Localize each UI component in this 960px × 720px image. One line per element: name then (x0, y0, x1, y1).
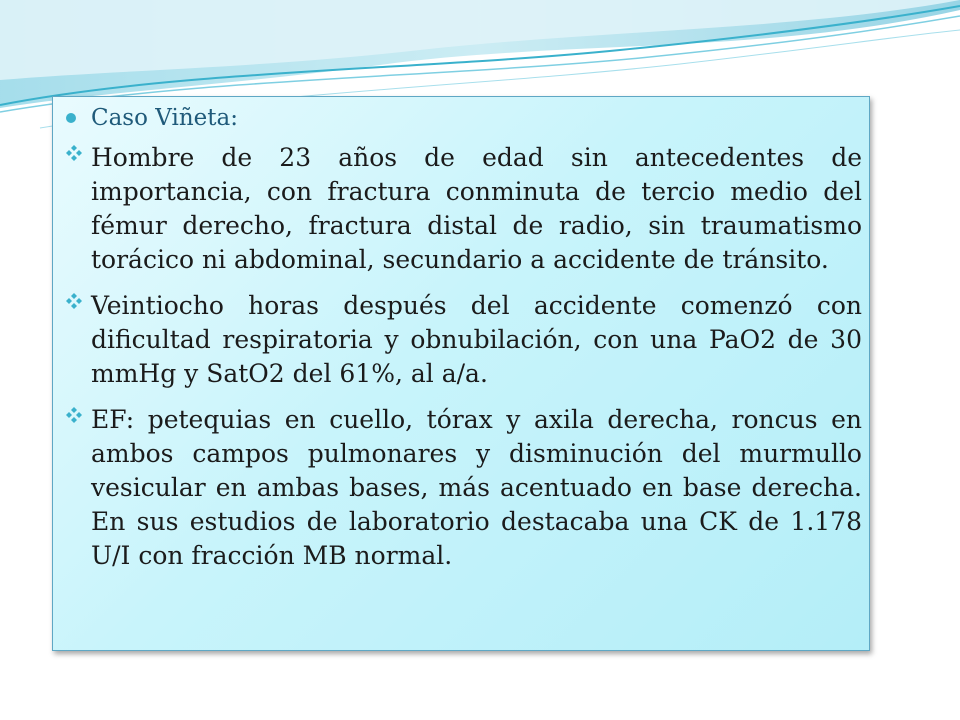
case-heading-item (66, 103, 862, 133)
circle-bullet-icon (66, 113, 76, 123)
paragraph-2 (66, 289, 862, 391)
paragraph-3-text: EF: petequias en cuello, tórax y axila derecha, roncus en ambos campos pulmonares y disminución del murmullo vesicular en ambas bases, más acentuado en base derecha. En sus estudios de laboratorio destacaba una CK de 1.178 U/I con fracción MB normal. (91, 405, 862, 570)
case-heading: Caso Viñeta: (91, 105, 238, 131)
slide-content (66, 103, 862, 585)
paragraph-1-text: Hombre de 23 años de edad sin antecedentes de importancia, con fractura conminuta de tercio medio del fémur derecho, fractura distal de radio, sin traumatismo torácico ni abdominal, secundario a accidente de tránsito. (91, 143, 862, 274)
four-diamond-bullet-icon (66, 407, 82, 423)
paragraph-2-text: Veintiocho horas después del accidente comenzó con dificultad respiratoria y obnubilación, con una PaO2 de 30 mmHg y SatO2 del 61%, al a/a. (91, 291, 862, 388)
paragraph-3 (66, 403, 862, 573)
paragraph-1 (66, 141, 862, 277)
four-diamond-bullet-icon (66, 293, 82, 309)
four-diamond-bullet-icon (66, 145, 82, 161)
